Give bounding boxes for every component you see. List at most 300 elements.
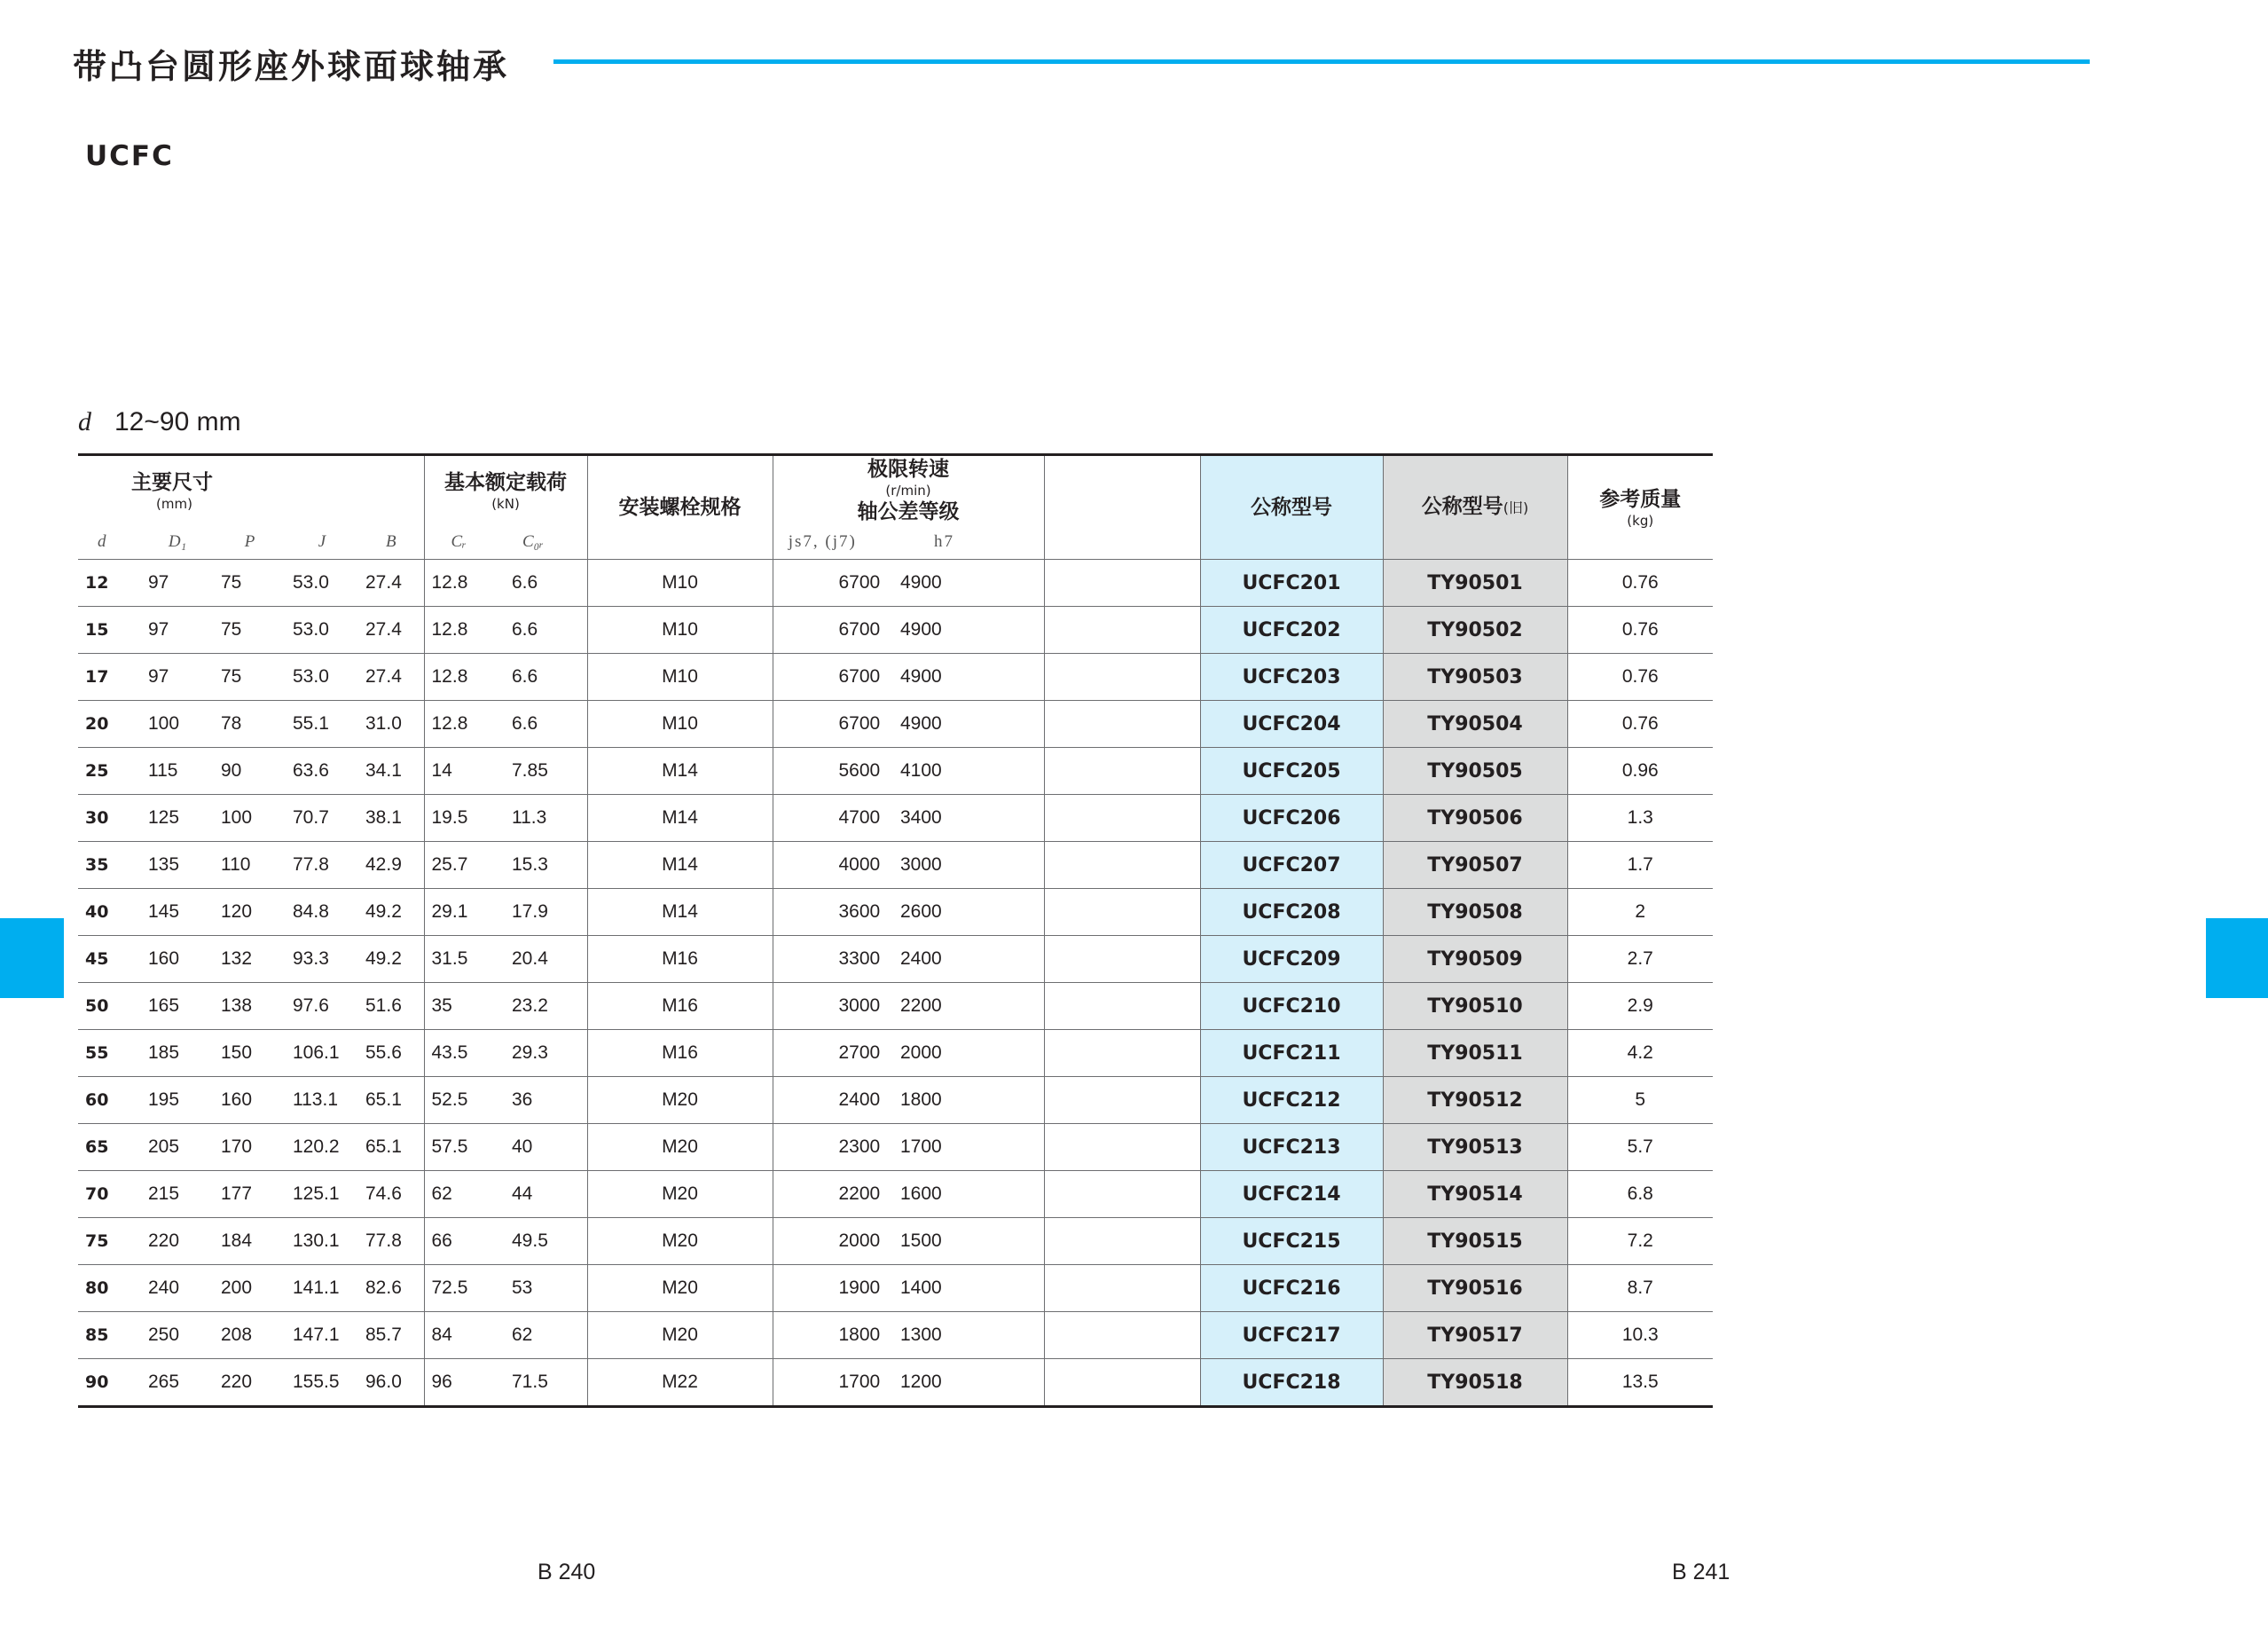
table-row (78, 1030, 1713, 1077)
cell-speed-oil: 3400 (872, 795, 1044, 842)
table-row (78, 842, 1713, 889)
cell-B: 65.1 (358, 1124, 424, 1171)
cell-B: 96.0 (365, 1372, 402, 1392)
cell-model: UCFC210 (1200, 983, 1383, 1030)
cell-speed-oil: 1500 (872, 1218, 1044, 1265)
cell-B: 74.6 (358, 1171, 424, 1218)
cell-P: 75 (214, 607, 286, 654)
cell-Cr: 29.1 (424, 889, 505, 936)
cell-speed-grease: 2000 (773, 1218, 872, 1265)
cell-d: 75 (78, 1218, 141, 1265)
cell-B: 65.1 (358, 1077, 424, 1124)
cell-bolt: M20 (587, 1124, 773, 1171)
cell-P: 132 (214, 936, 286, 983)
cell-Cr: 14 (424, 748, 505, 795)
table-row (78, 748, 1713, 795)
cell-bolt: M10 (587, 560, 773, 607)
cell-D1: 135 (141, 842, 214, 889)
cell-speed-oil: 4100 (872, 748, 1044, 795)
cell-B: 31.0 (358, 701, 424, 748)
cell-C0r: 6.6 (505, 654, 587, 701)
cell-d: 25 (78, 748, 141, 795)
cell-d: 55 (78, 1030, 141, 1077)
table-body (78, 560, 1713, 1407)
cell-Cr: 84 (424, 1312, 505, 1359)
cell-Cr: 52.5 (424, 1077, 505, 1124)
cell-blank (1044, 1171, 1200, 1218)
cell-P: 184 (214, 1218, 286, 1265)
table-row (78, 795, 1713, 842)
cell-bolt: M10 (587, 654, 773, 701)
series-code: UCFC (85, 140, 174, 172)
cell-J: 147.1 (286, 1312, 358, 1359)
subheader-B: B (385, 532, 396, 551)
cell-model: UCFC206 (1200, 795, 1383, 842)
mass-label: 参考质量 (1599, 488, 1682, 511)
table-row (78, 560, 1713, 607)
cell-blank (1044, 607, 1200, 654)
cell-B: 85.7 (358, 1312, 424, 1359)
cell-Cr: 12.8 (424, 654, 505, 701)
side-tab-right (2206, 918, 2268, 998)
cell-model: UCFC205 (1200, 748, 1383, 795)
cell-C0r: 53 (505, 1265, 587, 1312)
cell-speed-oil: 1800 (872, 1077, 1044, 1124)
subheader-P: P (244, 532, 255, 551)
cell-J: 53.0 (286, 560, 358, 607)
cell-speed-oil: 1600 (872, 1171, 1044, 1218)
cell-J: 93.3 (286, 936, 358, 983)
cell-mass: 1.3 (1567, 795, 1713, 842)
cell-Cr: 25.7 (424, 842, 505, 889)
table-row (78, 889, 1713, 936)
cell-B: 51.6 (358, 983, 424, 1030)
cell-J: 106.1 (286, 1030, 358, 1077)
cell-P: 220 (221, 1372, 253, 1392)
cell-B: 38.1 (358, 795, 424, 842)
cell-J: 97.6 (286, 983, 358, 1030)
cell-d: 90 (85, 1372, 109, 1392)
cell-blank (1044, 701, 1200, 748)
cell-B: 55.6 (358, 1030, 424, 1077)
table-row (78, 654, 1713, 701)
cell-Cr: 12.8 (424, 701, 505, 748)
cell-C0r: 40 (505, 1124, 587, 1171)
table-row (78, 1218, 1713, 1265)
cell-B: 49.2 (358, 936, 424, 983)
cell-D1: 160 (141, 936, 214, 983)
cell-B: 77.8 (358, 1218, 424, 1265)
cell-speed-oil: 4900 (872, 701, 1044, 748)
cell-bolt: M16 (587, 1030, 773, 1077)
cell-blank (1044, 936, 1200, 983)
model-header (1200, 455, 1383, 560)
cell-speed-grease: 5600 (773, 748, 872, 795)
cell-blank (1044, 1312, 1200, 1359)
table-row (78, 1265, 1713, 1312)
subheader-d: d (98, 532, 106, 551)
cell-blank (1044, 1077, 1200, 1124)
cell-D1: 185 (141, 1030, 214, 1077)
speed-header (773, 455, 1044, 526)
bolt-header (587, 455, 773, 560)
cell-B: 82.6 (358, 1265, 424, 1312)
cell-mass: 5.7 (1567, 1124, 1713, 1171)
cell-speed-grease: 4000 (773, 842, 872, 889)
cell-bolt: M10 (587, 701, 773, 748)
cell-Cr: 12.8 (424, 607, 505, 654)
cell-P: 200 (214, 1265, 286, 1312)
cell-blank (1044, 1124, 1200, 1171)
cell-model: UCFC207 (1200, 842, 1383, 889)
cell-mass: 5 (1567, 1077, 1713, 1124)
cell-D1: 115 (141, 748, 214, 795)
cell-d: 40 (78, 889, 141, 936)
cell-P: 177 (214, 1171, 286, 1218)
table-row (78, 607, 1713, 654)
cell-model: UCFC214 (1200, 1171, 1383, 1218)
cell-bolt: M20 (587, 1077, 773, 1124)
cell-D1: 265 (148, 1372, 180, 1392)
tolerance-label: 轴公差等级 (857, 500, 960, 523)
speed-label: 极限转速 (867, 458, 949, 481)
cell-speed-oil: 4900 (872, 654, 1044, 701)
cell-Cr: 43.5 (424, 1030, 505, 1077)
cell-D1: 165 (141, 983, 214, 1030)
cell-mass: 0.76 (1567, 607, 1713, 654)
cell-bolt: M14 (587, 748, 773, 795)
cell-D1: 205 (141, 1124, 214, 1171)
cell-Cr: 62 (424, 1171, 505, 1218)
table-row (78, 1077, 1713, 1124)
cell-old-model: TY90501 (1383, 560, 1567, 607)
cell-D1: 97 (141, 654, 214, 701)
cell-speed-grease: 6700 (773, 560, 872, 607)
range-symbol: d (78, 407, 91, 436)
cell-d: 65 (78, 1124, 141, 1171)
cell-Cr: 12.8 (424, 560, 505, 607)
speed-unit: (r/min) (885, 483, 931, 499)
cell-C0r: 15.3 (505, 842, 587, 889)
cell-bolt: M14 (587, 889, 773, 936)
cell-old-model: TY90509 (1383, 936, 1567, 983)
cell-speed-grease: 1800 (773, 1312, 872, 1359)
cell-J: 63.6 (286, 748, 358, 795)
cell-C0r: 20.4 (505, 936, 587, 983)
range-text: 12~90 mm (114, 407, 241, 436)
cell-J: 125.1 (286, 1171, 358, 1218)
cell-P: 138 (214, 983, 286, 1030)
cell-D1: 220 (141, 1218, 214, 1265)
size-range (78, 405, 241, 440)
cell-old-model: TY90508 (1383, 889, 1567, 936)
cell-D1: 100 (141, 701, 214, 748)
cell-bolt: M14 (587, 842, 773, 889)
cell-J: 141.1 (286, 1265, 358, 1312)
cell-blank (1044, 842, 1200, 889)
cell-blank (1044, 748, 1200, 795)
cell-Cr: 72.5 (424, 1265, 505, 1312)
cell-P: 75 (214, 654, 286, 701)
cell-mass: 0.76 (1567, 701, 1713, 748)
cell-Cr: 35 (424, 983, 505, 1030)
cell-mass: 2 (1567, 889, 1713, 936)
cell-blank (1044, 1359, 1200, 1407)
side-tab-left (0, 918, 64, 998)
cell-model: UCFC212 (1200, 1077, 1383, 1124)
cell-speed-oil: 1700 (872, 1124, 1044, 1171)
cell-J: 155.5 (293, 1372, 340, 1392)
cell-D1: 97 (141, 607, 214, 654)
cell-blank (1044, 560, 1200, 607)
cell-mass: 8.7 (1567, 1265, 1713, 1312)
cell-model: UCFC211 (1200, 1030, 1383, 1077)
mass-header (1567, 455, 1713, 560)
cell-old-model: TY90515 (1383, 1218, 1567, 1265)
cell-D1: 125 (141, 795, 214, 842)
cell-old-model: TY90502 (1383, 607, 1567, 654)
cell-B: 27.4 (358, 654, 424, 701)
cell-d: 70 (78, 1171, 141, 1218)
cell-blank (1044, 889, 1200, 936)
cell-C0r: 6.6 (505, 560, 587, 607)
cell-C0r: 17.9 (505, 889, 587, 936)
cell-bolt: M10 (587, 607, 773, 654)
table-row (78, 1312, 1713, 1359)
cell-bolt: M16 (587, 983, 773, 1030)
cell-speed-grease: 6700 (773, 654, 872, 701)
cell-mass: 0.96 (1567, 748, 1713, 795)
cell-bolt: M20 (587, 1312, 773, 1359)
cell-C0r: 6.6 (505, 701, 587, 748)
cell-old-model: TY90503 (1383, 654, 1567, 701)
cell-B: 27.4 (358, 560, 424, 607)
cell-d: 85 (78, 1312, 141, 1359)
subheader-tol-h7: h7 (934, 532, 954, 551)
cell-speed-grease: 2200 (773, 1171, 872, 1218)
cell-old-model: TY90507 (1383, 842, 1567, 889)
cell-speed-grease: 1700 (773, 1359, 872, 1407)
cell-bolt: M16 (587, 936, 773, 983)
cell-mass: 2.7 (1567, 936, 1713, 983)
subheader-tol-js7: js7, (j7) (773, 525, 872, 560)
cell-blank (1044, 983, 1200, 1030)
cell-mass: 2.9 (1567, 983, 1713, 1030)
cell-C0r: 49.5 (505, 1218, 587, 1265)
cell-J: 53.0 (286, 607, 358, 654)
cell-d: 12 (78, 560, 141, 607)
cell-mass: 0.76 (1567, 654, 1713, 701)
cell-D1: 97 (141, 560, 214, 607)
cell-old-model: TY90514 (1383, 1171, 1567, 1218)
cell-D1: 250 (141, 1312, 214, 1359)
page-number-right: B 241 (1672, 1560, 1730, 1584)
cell-J: 120.2 (286, 1124, 358, 1171)
cell-mass: 13.5 (1567, 1359, 1713, 1407)
cell-model: UCFC204 (1200, 701, 1383, 748)
cell-old-model: TY90505 (1383, 748, 1567, 795)
cell-P: 75 (214, 560, 286, 607)
load-unit: (kN) (491, 496, 520, 512)
cell-bolt: M14 (587, 795, 773, 842)
page-number-left: B 240 (538, 1560, 596, 1584)
cell-old-model: TY90513 (1383, 1124, 1567, 1171)
cell-P: 208 (214, 1312, 286, 1359)
cell-old-model: TY90506 (1383, 795, 1567, 842)
cell-model: UCFC217 (1200, 1312, 1383, 1359)
cell-speed-grease: 2300 (773, 1124, 872, 1171)
cell-blank (1044, 1030, 1200, 1077)
cell-model: UCFC218 (1200, 1359, 1383, 1407)
cell-J: 84.8 (286, 889, 358, 936)
cell-Cr: 57.5 (424, 1124, 505, 1171)
cell-P: 90 (214, 748, 286, 795)
cell-bolt: M20 (587, 1171, 773, 1218)
cell-blank (1044, 795, 1200, 842)
cell-speed-grease: 3000 (773, 983, 872, 1030)
cell-speed-oil: 2400 (872, 936, 1044, 983)
cell-d: 50 (78, 983, 141, 1030)
cell-B: 34.1 (358, 748, 424, 795)
cell-P: 110 (214, 842, 286, 889)
page-title: 带凸台圆形座外球面球轴承 (73, 47, 510, 86)
cell-J: 70.7 (286, 795, 358, 842)
cell-C0r: 71.5 (512, 1372, 548, 1392)
cell-mass: 0.76 (1567, 560, 1713, 607)
cell-speed-oil: 1200 (900, 1372, 942, 1392)
title-rule (553, 59, 2090, 64)
cell-speed-oil: 1400 (872, 1265, 1044, 1312)
cell-speed-grease: 3600 (773, 889, 872, 936)
table-row (78, 1359, 1713, 1407)
main-dims-label: 主要尺寸 (131, 471, 213, 494)
cell-P: 100 (214, 795, 286, 842)
cell-P: 160 (214, 1077, 286, 1124)
cell-J: 55.1 (286, 701, 358, 748)
cell-old-model: TY90504 (1383, 701, 1567, 748)
cell-C0r: 6.6 (505, 607, 587, 654)
cell-d: 15 (78, 607, 141, 654)
cell-old-model: TY90518 (1383, 1359, 1567, 1407)
cell-C0r: 62 (505, 1312, 587, 1359)
cell-P: 150 (214, 1030, 286, 1077)
cell-D1: 195 (141, 1077, 214, 1124)
load-label: 基本额定载荷 (444, 471, 567, 494)
spec-table (78, 453, 1713, 1408)
cell-speed-grease: 2400 (773, 1077, 872, 1124)
cell-old-model: TY90512 (1383, 1077, 1567, 1124)
cell-d: 60 (78, 1077, 141, 1124)
cell-old-model: TY90517 (1383, 1312, 1567, 1359)
cell-blank (1044, 1218, 1200, 1265)
cell-bolt: M22 (587, 1359, 773, 1407)
cell-J: 77.8 (286, 842, 358, 889)
cell-C0r: 7.85 (505, 748, 587, 795)
cell-old-model: TY90511 (1383, 1030, 1567, 1077)
cell-B: 49.2 (358, 889, 424, 936)
bolt-label: 安装螺栓规格 (618, 496, 742, 519)
cell-mass: 10.3 (1567, 1312, 1713, 1359)
cell-mass: 7.2 (1567, 1218, 1713, 1265)
main-dims-header (78, 455, 424, 526)
load-header (424, 455, 587, 526)
cell-J: 113.1 (286, 1077, 358, 1124)
table-row (78, 936, 1713, 983)
cell-J: 53.0 (286, 654, 358, 701)
cell-Cr: 31.5 (424, 936, 505, 983)
cell-model: UCFC215 (1200, 1218, 1383, 1265)
cell-d: 30 (78, 795, 141, 842)
cell-speed-oil: 2600 (872, 889, 1044, 936)
cell-d: 80 (78, 1265, 141, 1312)
cell-old-model: TY90510 (1383, 983, 1567, 1030)
cell-speed-oil: 2200 (872, 983, 1044, 1030)
cell-P: 170 (214, 1124, 286, 1171)
model-label: 公称型号 (1251, 496, 1332, 519)
table-row (78, 1171, 1713, 1218)
blank-column-header (1044, 455, 1200, 560)
cell-Cr: 66 (424, 1218, 505, 1265)
cell-Cr: 19.5 (424, 795, 505, 842)
subheader-Cr: Cᵣ (424, 525, 505, 560)
cell-mass: 1.7 (1567, 842, 1713, 889)
cell-blank (1044, 654, 1200, 701)
subheader-J: J (318, 532, 326, 551)
cell-speed-oil: 4900 (872, 560, 1044, 607)
cell-model: UCFC203 (1200, 654, 1383, 701)
cell-speed-grease: 1900 (773, 1265, 872, 1312)
cell-P: 120 (214, 889, 286, 936)
table-row (78, 983, 1713, 1030)
cell-model: UCFC209 (1200, 936, 1383, 983)
main-dims-unit: (mm) (156, 496, 192, 512)
cell-C0r: 29.3 (505, 1030, 587, 1077)
cell-J: 130.1 (286, 1218, 358, 1265)
cell-C0r: 44 (505, 1171, 587, 1218)
cell-bolt: M20 (587, 1265, 773, 1312)
subheader-C0r: C₀ᵣ (522, 532, 544, 551)
table-header (78, 455, 1713, 560)
table-row (78, 701, 1713, 748)
cell-old-model: TY90516 (1383, 1265, 1567, 1312)
cell-speed-oil: 2000 (872, 1030, 1044, 1077)
cell-B: 27.4 (358, 607, 424, 654)
mass-unit: (kg) (1627, 513, 1654, 529)
cell-d: 35 (78, 842, 141, 889)
cell-speed-oil: 1300 (872, 1312, 1044, 1359)
cell-D1: 215 (141, 1171, 214, 1218)
cell-model: UCFC216 (1200, 1265, 1383, 1312)
old-model-mark: (旧) (1503, 499, 1529, 516)
cell-mass: 6.8 (1567, 1171, 1713, 1218)
old-model-label: 公称型号 (1421, 495, 1503, 518)
cell-model: UCFC213 (1200, 1124, 1383, 1171)
cell-B: 42.9 (358, 842, 424, 889)
cell-d: 45 (78, 936, 141, 983)
cell-d: 20 (78, 701, 141, 748)
cell-speed-grease: 2700 (773, 1030, 872, 1077)
old-model-header (1383, 455, 1567, 560)
cell-C0r: 11.3 (505, 795, 587, 842)
cell-speed-grease: 4700 (773, 795, 872, 842)
cell-D1: 240 (141, 1265, 214, 1312)
cell-d: 17 (78, 654, 141, 701)
cell-speed-oil: 3000 (872, 842, 1044, 889)
cell-C0r: 23.2 (505, 983, 587, 1030)
cell-model: UCFC208 (1200, 889, 1383, 936)
cell-Cr: 96 (424, 1359, 505, 1407)
cell-model: UCFC201 (1200, 560, 1383, 607)
